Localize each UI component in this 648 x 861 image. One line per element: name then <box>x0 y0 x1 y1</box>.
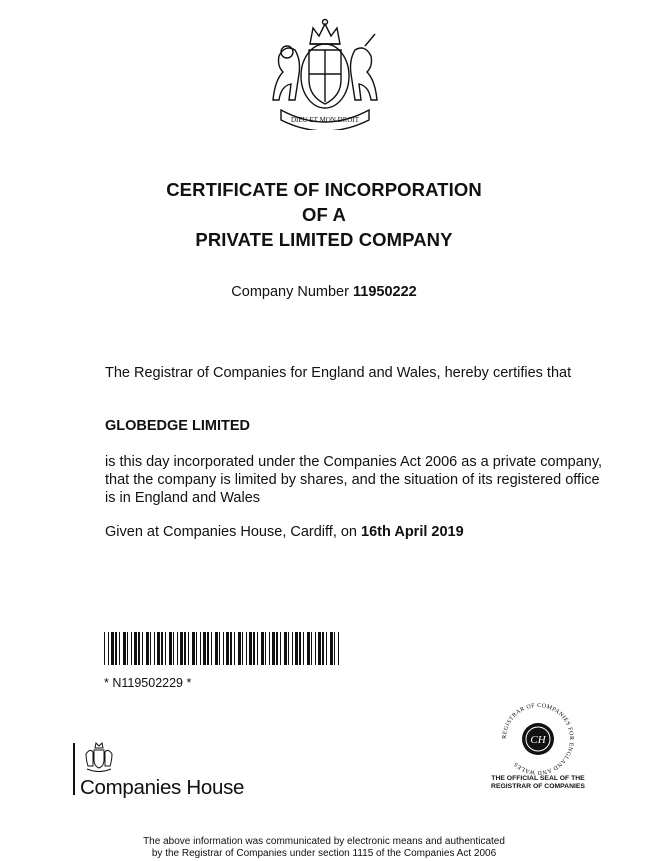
barcode-bar <box>334 632 335 665</box>
footer-line-1: The above information was communicated by electronic means and authenticated <box>143 836 505 847</box>
barcode-bar <box>315 632 316 665</box>
barcode-bar <box>265 632 266 665</box>
barcode <box>104 632 342 665</box>
barcode-bar <box>161 632 163 665</box>
barcode-bar <box>154 632 155 665</box>
barcode-bar <box>230 632 232 665</box>
barcode-bar <box>173 632 174 665</box>
barcode-bar <box>108 632 109 665</box>
barcode-bar <box>200 632 201 665</box>
barcode-bar <box>215 632 218 665</box>
barcode-bar <box>146 632 149 665</box>
incorporation-paragraph: is this day incorporated under the Companies Act 2006 as a private company, that the company is limited by shares, and the situation of its registered office is in England and Wales <box>105 454 603 506</box>
barcode-bar <box>295 632 298 665</box>
certifies-paragraph: The Registrar of Companies for England and Wales, hereby certifies that <box>105 365 572 381</box>
barcode-bar <box>203 632 206 665</box>
barcode-bar <box>326 632 327 665</box>
barcode-bar <box>272 632 275 665</box>
company-name: GLOBEDGE LIMITED <box>105 418 250 434</box>
barcode-bar <box>211 632 212 665</box>
royal-crest-icon <box>82 740 116 774</box>
barcode-bar <box>169 632 172 665</box>
barcode-bar <box>311 632 312 665</box>
barcode-bar <box>188 632 189 665</box>
barcode-bar <box>242 632 243 665</box>
barcode-bar <box>192 632 195 665</box>
company-number-value: 11950222 <box>352 284 417 300</box>
barcode-bar <box>322 632 324 665</box>
barcode-bar <box>207 632 209 665</box>
barcode-bar <box>138 632 140 665</box>
barcode-bar <box>104 632 105 665</box>
barcode-bar <box>253 632 255 665</box>
barcode-bar <box>261 632 264 665</box>
incorporation-date: 16th April 2019 <box>361 524 464 540</box>
barcode-bar <box>123 632 126 665</box>
barcode-bar <box>249 632 252 665</box>
barcode-bar <box>226 632 229 665</box>
barcode-bar <box>299 632 301 665</box>
barcode-bar <box>303 632 304 665</box>
barcode-bar <box>280 632 281 665</box>
seal-caption <box>470 775 606 791</box>
certificate-title-line-3: PRIVATE LIMITED COMPANY <box>195 229 453 250</box>
logo-divider <box>73 743 75 795</box>
barcode-bar <box>115 632 117 665</box>
barcode-bar <box>330 632 333 665</box>
barcode-bar <box>246 632 247 665</box>
barcode-bar <box>165 632 166 665</box>
barcode-bar <box>177 632 178 665</box>
barcode-bar <box>238 632 241 665</box>
given-at-line <box>105 523 605 541</box>
barcode-bar <box>142 632 143 665</box>
royal-coat-of-arms-icon <box>265 14 385 130</box>
barcode-bar <box>307 632 310 665</box>
barcode-bar <box>234 632 235 665</box>
official-seal-icon <box>490 703 586 775</box>
companies-house-logo-text: Companies House <box>80 776 245 799</box>
seal-caption-line-2: REGISTRAR OF COMPANIES <box>491 783 585 790</box>
certificate-title-line-1: CERTIFICATE OF INCORPORATION <box>166 179 482 200</box>
barcode-bar <box>131 632 132 665</box>
barcode-text: * N119502229 * <box>104 676 192 690</box>
barcode-bar <box>288 632 289 665</box>
barcode-bar <box>127 632 128 665</box>
barcode-bar <box>223 632 224 665</box>
motto-text: DIEU ET MON DROIT <box>290 116 360 124</box>
seal-caption-line-1: THE OFFICIAL SEAL OF THE <box>491 775 585 782</box>
footer-line-2: by the Registrar of Companies under section 1115 of the Companies Act 2006 <box>151 848 497 859</box>
company-number-label: Company Number <box>231 284 349 300</box>
barcode-bar <box>276 632 278 665</box>
barcode-bar <box>292 632 293 665</box>
barcode-bar <box>184 632 186 665</box>
barcode-bar <box>338 632 339 665</box>
footer-note <box>0 836 648 860</box>
barcode-bar <box>180 632 183 665</box>
barcode-bar <box>119 632 120 665</box>
seal-ring-text: REGISTRAR OF COMPANIES FOR ENGLAND AND WALES <box>501 703 575 775</box>
barcode-bar <box>134 632 137 665</box>
barcode-bar <box>150 632 151 665</box>
barcode-bar <box>196 632 197 665</box>
barcode-bar <box>111 632 114 665</box>
barcode-bar <box>219 632 220 665</box>
company-number <box>0 284 648 300</box>
barcode-bar <box>257 632 258 665</box>
seal-monogram: CH <box>530 734 546 746</box>
barcode-bar <box>284 632 287 665</box>
barcode-bar <box>269 632 270 665</box>
barcode-bar <box>157 632 160 665</box>
barcode-bar <box>318 632 321 665</box>
given-at-prefix: Given at Companies House, Cardiff, on <box>105 524 358 540</box>
certificate-title-line-2: OF A <box>302 204 346 225</box>
